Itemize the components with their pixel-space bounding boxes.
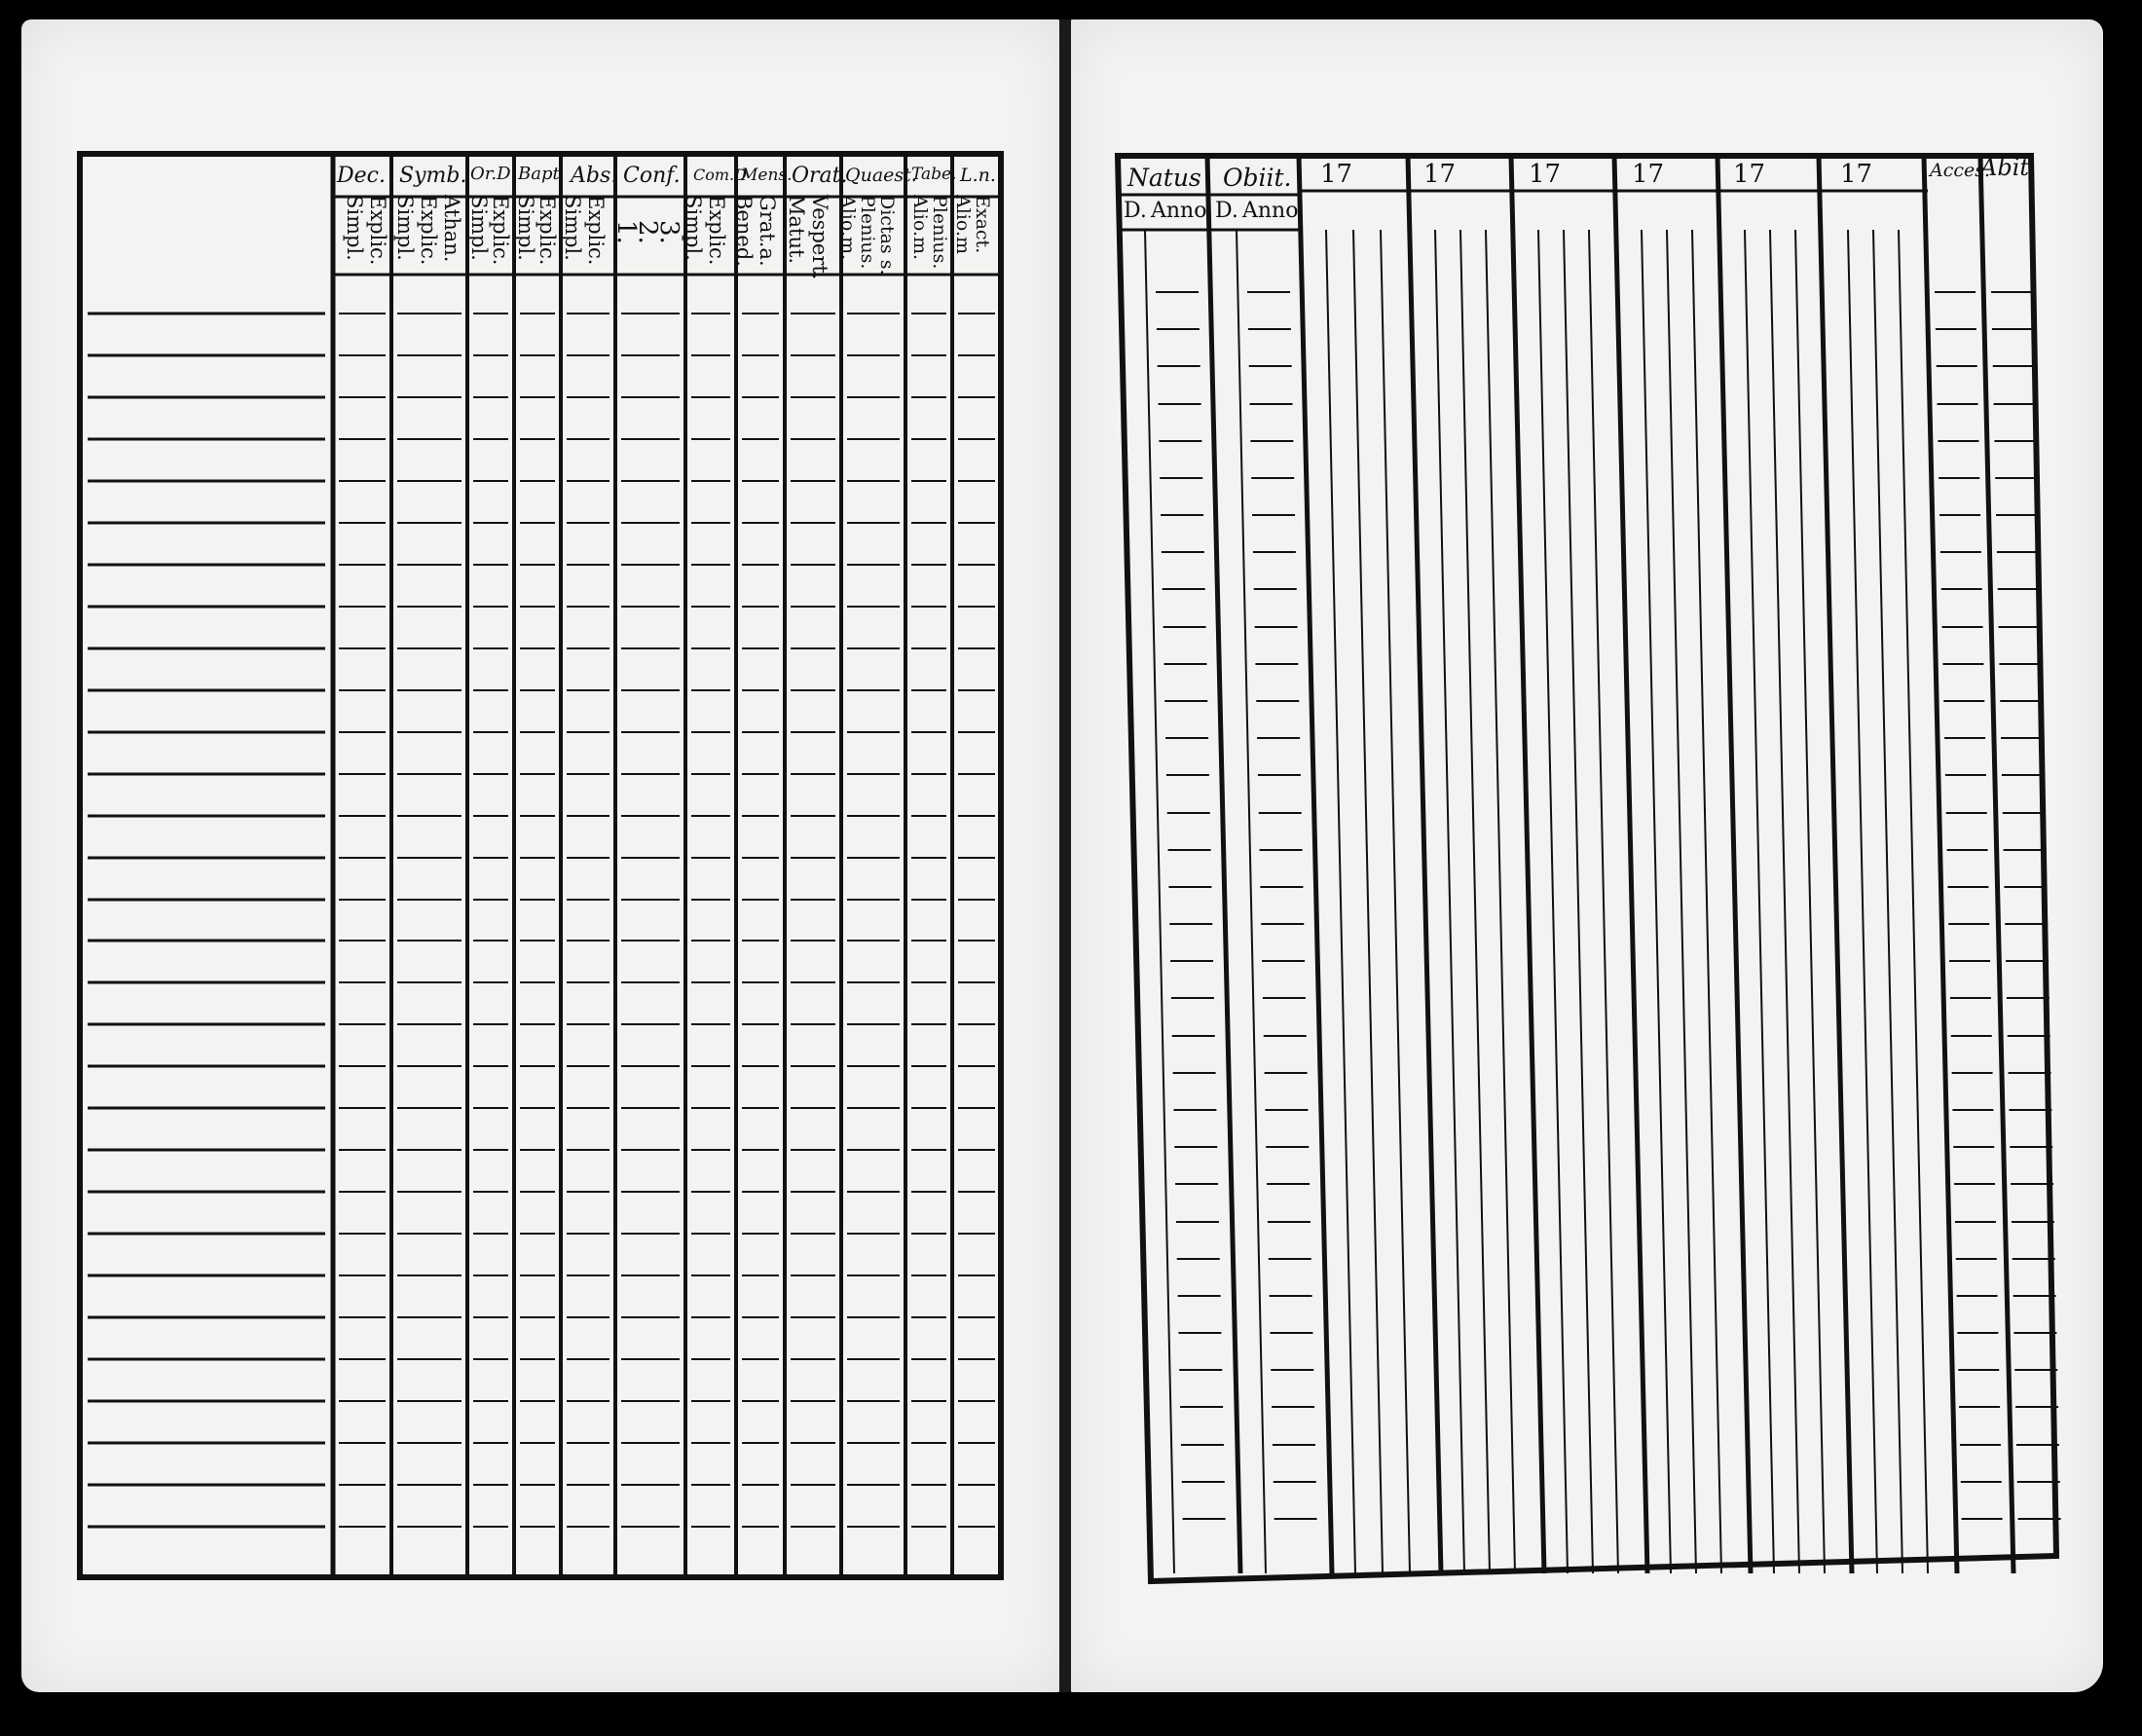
- right-subcolumn-rule: [1353, 230, 1383, 1573]
- right-subcolumn-rule: [1692, 230, 1721, 1573]
- sub-ord-2: Simpl.: [467, 195, 491, 261]
- right-subcolumn-rule: [1589, 230, 1618, 1573]
- sub-obiit-anno: Anno: [1242, 199, 1299, 223]
- sub-dec-1: Explic.: [366, 195, 389, 266]
- sub-obiit-d: D.: [1215, 199, 1238, 223]
- year-header-4: 17: [1632, 160, 1665, 189]
- right-subcolumn-rule: [1770, 230, 1799, 1573]
- sub-quaest-3: Alio.m.: [837, 195, 859, 261]
- header-natus: Natus: [1127, 164, 1201, 192]
- sub-symb-1: Athan.: [440, 195, 463, 263]
- right-subcolumn-rule: [1538, 230, 1568, 1573]
- sub-orat-2: Matut.: [785, 195, 808, 265]
- sub-tabe-2: Alio.m.: [909, 195, 931, 261]
- sub-ln-1: Exact.: [972, 195, 993, 254]
- right-subcolumn-rule: [1435, 230, 1464, 1573]
- right-subcolumn-rule: [1486, 230, 1515, 1573]
- right-column-rule: [1299, 156, 1332, 1573]
- header-dec: Dec.: [337, 164, 386, 188]
- right-column-rule: [1819, 156, 1852, 1573]
- right-subcolumn-rule: [1237, 230, 1266, 1573]
- sub-quaest-1: Dictas s.: [876, 195, 898, 276]
- sub-mens-2: Bened.: [732, 195, 756, 267]
- right-column-rule: [1207, 156, 1240, 1573]
- sub-bapt-2: Simpl.: [514, 195, 537, 261]
- header-conf: Conf.: [623, 164, 681, 188]
- header-symb: Symb.: [399, 164, 467, 188]
- sub-natus-d: D.: [1124, 199, 1147, 223]
- header-mens: Mens.: [741, 166, 793, 185]
- sub-orat-1: Vespert.: [808, 195, 831, 280]
- right-subcolumn-rule: [1667, 230, 1696, 1573]
- right-outer-border: [1118, 156, 2056, 1581]
- header-quaest: Quaest.: [845, 165, 917, 186]
- right-subcolumn-rule: [1899, 230, 1928, 1573]
- right-column-rule: [1408, 156, 1441, 1573]
- sub-abs-1: Explic.: [584, 195, 608, 266]
- sub-symb-2: Explic.: [417, 195, 440, 266]
- right-subcolumn-rule: [1873, 230, 1902, 1573]
- right-column-rule: [1924, 156, 1957, 1573]
- header-acces: Acces.: [1930, 160, 1991, 181]
- sub-tabe-1: Plenius.: [929, 195, 950, 270]
- header-obiit: Obiit.: [1223, 164, 1292, 192]
- right-column-rule: [1614, 156, 1647, 1573]
- right-subcolumn-rule: [1460, 230, 1490, 1573]
- sub-comd-2: Simpl.: [682, 195, 705, 261]
- sub-comd-1: Explic.: [705, 195, 728, 266]
- right-subcolumn-rule: [1795, 230, 1825, 1573]
- sub-conf-1: 3.: [654, 220, 683, 244]
- sub-mens-1: Grat.a.: [756, 195, 779, 267]
- year-header-1: 17: [1320, 160, 1353, 189]
- right-subcolumn-rule: [1745, 230, 1774, 1573]
- right-subcolumn-rule: [1145, 230, 1174, 1573]
- header-tabe: Tabe.: [911, 165, 957, 184]
- right-subcolumn-rule: [1381, 230, 1410, 1573]
- year-header-5: 17: [1733, 160, 1766, 189]
- sub-abs-2: Simpl.: [561, 195, 584, 261]
- sub-ln-2: Alio.m: [952, 195, 974, 255]
- sub-conf-3: 1.: [611, 220, 641, 244]
- sub-ord-1: Explic.: [489, 195, 512, 266]
- year-header-2: 17: [1423, 160, 1457, 189]
- right-subcolumn-rule: [1848, 230, 1877, 1573]
- right-column-rule: [1717, 156, 1751, 1573]
- sub-natus-anno: Anno: [1151, 199, 1207, 223]
- header-abit: Abit.: [1980, 154, 2037, 181]
- header-ord: Or.D: [470, 164, 511, 184]
- right-subcolumn-rule: [1326, 230, 1355, 1573]
- header-comd: Com.D: [693, 166, 747, 184]
- right-column-rule: [1511, 156, 1544, 1573]
- sub-symb-3: Simpl.: [393, 195, 417, 261]
- header-ln: L.n.: [960, 165, 996, 186]
- sub-quaest-2: Plenius.: [857, 195, 878, 270]
- sub-conf-2: 2.: [633, 220, 662, 244]
- header-orat: Orat.: [792, 164, 848, 188]
- right-subcolumn-rule: [1642, 230, 1671, 1573]
- year-header-6: 17: [1840, 160, 1873, 189]
- year-header-3: 17: [1529, 160, 1562, 189]
- sub-bapt-1: Explic.: [536, 195, 559, 266]
- header-abs: Abs.: [571, 164, 618, 188]
- sub-dec-2: Simpl.: [343, 195, 366, 261]
- right-column-rule: [1980, 156, 2013, 1573]
- right-subcolumn-rule: [1564, 230, 1593, 1573]
- header-bapt: Bapt: [518, 164, 560, 184]
